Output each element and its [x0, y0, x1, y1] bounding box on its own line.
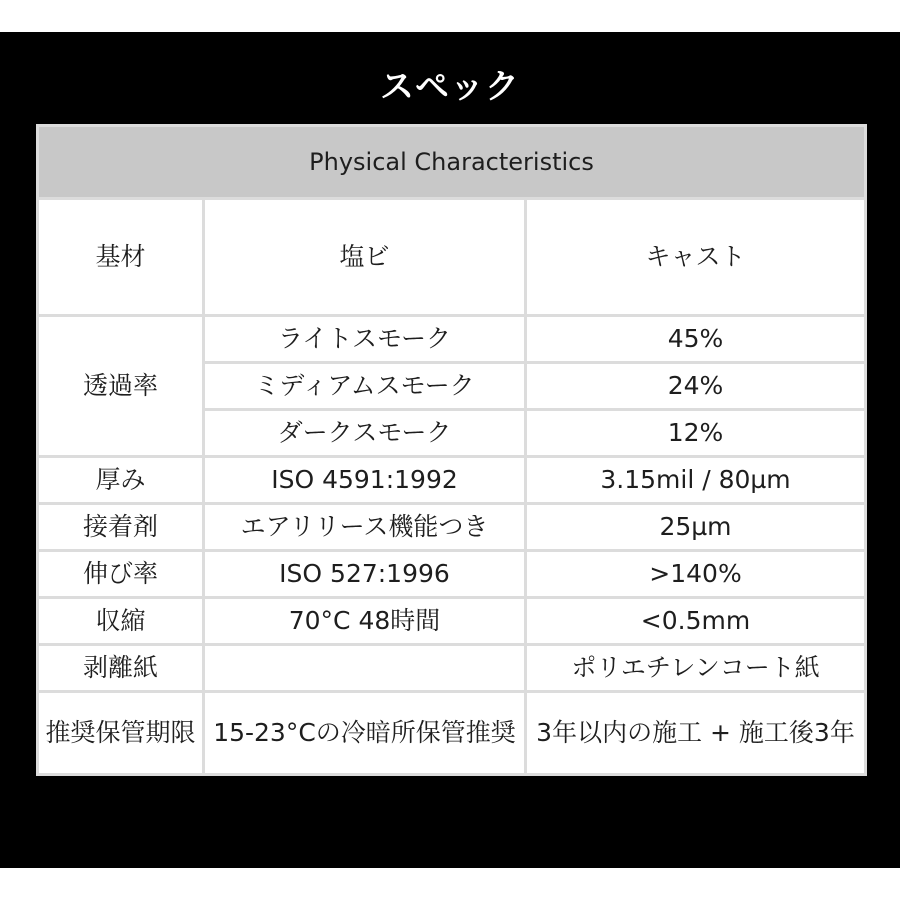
table-cell: ダークスモーク: [204, 410, 526, 457]
table-header-row: [38, 126, 866, 199]
table-cell: 25µm: [526, 504, 866, 551]
table-cell: ミディアムスモーク: [204, 363, 526, 410]
table-cell: ISO 527:1996: [204, 551, 526, 598]
table-cell: 70°C 48時間: [204, 598, 526, 645]
table-cell: エアリリース機能つき: [204, 504, 526, 551]
table-cell: <0.5mm: [526, 598, 866, 645]
page-title: スペック: [380, 67, 520, 107]
table-cell: 15-23°Cの冷暗所保管推奨: [204, 692, 526, 775]
table-cell: >140%: [526, 551, 866, 598]
table-row: [38, 316, 866, 363]
table-cell: 塩ビ: [204, 199, 526, 316]
table-cell: 12%: [526, 410, 866, 457]
row-label: 透過率: [38, 316, 204, 457]
row-label: 接着剤: [38, 504, 204, 551]
table-cell: ライトスモーク: [204, 316, 526, 363]
table-row: [38, 598, 866, 645]
row-label: 推奨保管期限: [38, 692, 204, 775]
table-row: [38, 645, 866, 692]
table-cell: 24%: [526, 363, 866, 410]
row-label: 厚み: [38, 457, 204, 504]
table-cell: 3.15mil / 80µm: [526, 457, 866, 504]
table-row: [38, 504, 866, 551]
table-cell: 3年以内の施工 + 施工後3年: [526, 692, 866, 775]
row-label: 剥離紙: [38, 645, 204, 692]
row-label: 基材: [38, 199, 204, 316]
table-cell: ポリエチレンコート紙: [526, 645, 866, 692]
row-label: 伸び率: [38, 551, 204, 598]
table-cell: キャスト: [526, 199, 866, 316]
table-header: Physical Characteristics: [38, 126, 866, 199]
table-row: [38, 692, 866, 775]
table-cell: [204, 645, 526, 692]
table-row: [38, 457, 866, 504]
row-label: 収縮: [38, 598, 204, 645]
table-cell: 45%: [526, 316, 866, 363]
table-cell: ISO 4591:1992: [204, 457, 526, 504]
spec-table: [36, 124, 867, 776]
table-row: [38, 199, 866, 316]
table-row: [38, 551, 866, 598]
